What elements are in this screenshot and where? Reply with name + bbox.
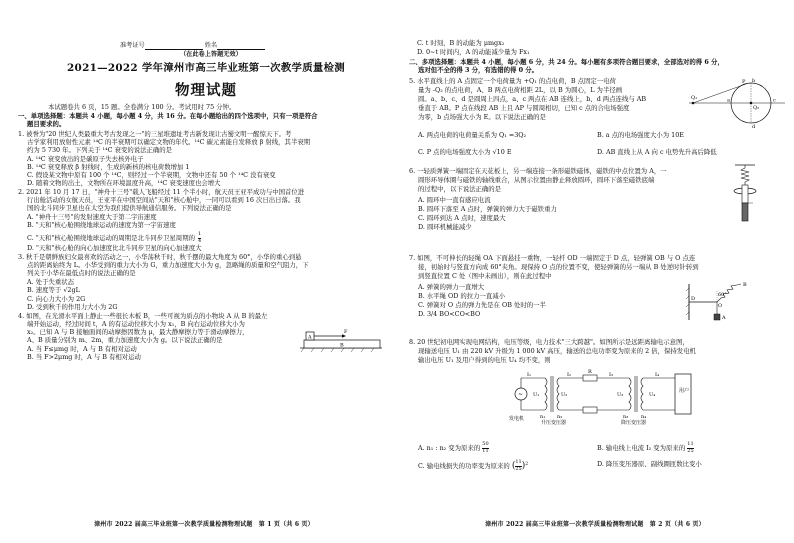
question-5-option-c: C. P 点的电场强度大小为 √10 E	[418, 148, 512, 156]
question-5-stem-5: 为零，b 点场强大小为 E。以下说法正确的是	[418, 113, 546, 121]
svg-text:n₂: n₂	[557, 414, 563, 420]
header-fields	[120, 42, 265, 50]
line-resistor-bottom	[583, 407, 597, 413]
question-3-stem-1: 3. 秋千是朝鲜族妇女最喜欢的活动之一，小华荡秋千时，秋千摆的最大角度为 60°，小华的重心到悬	[18, 253, 302, 261]
question-2-stem-3: 国的北斗同步卫星也在太空为我们提供导航通信服务。下列说法正确的是	[27, 204, 232, 212]
fraction-one-quarter: $\frac{1}{4}$	[198, 231, 202, 244]
exam-notice: 本试题卷共 6 页，15 题。全卷满分 100 分。考试用时 75 分钟。	[48, 103, 236, 111]
label-p: P	[742, 79, 746, 85]
question-7-option-a: A. 弹簧的弹力一直增大	[418, 283, 485, 291]
question-3-option-d: D. 受到秋千的作用力大小为 2G	[27, 303, 118, 311]
question-6-stem-2: 圆形环导体圈与磁铁的轴线重合，从图示位置由静止释放圆环，圆环下落至磁铁底端	[418, 176, 655, 184]
page-2	[397, 0, 794, 543]
question-5-stem-3: 圆。a、b、c、d 是圆周上四点，a、c 两点在 AB 连线上，b、d 两点连线与 AB	[418, 95, 647, 103]
charge-q1	[692, 102, 695, 105]
question-4-option-b: B. 当 F>2μmg 时，A 与 B 有相对运动	[27, 353, 141, 361]
question-3-option-b: B. 速度等于 √2gL	[27, 286, 80, 294]
question-6-option-d: D. 圆环机械能减少	[418, 223, 472, 231]
question-3-stem-3: 列关于小华在最低点时的说法正确的是	[27, 269, 136, 277]
label-d: d	[752, 124, 756, 130]
page-1-footer: 漳州市 2022 届高三毕业班第一次教学质量检测物理试题 第 1 页（共 6 页）	[94, 521, 314, 528]
step-up-secondary-coil	[557, 378, 559, 410]
question-1-option-b: B. ¹⁴C 衰变释放 β 射线时，生成的新核的核电荷数增加 1	[27, 163, 190, 171]
svg-text:n₃: n₃	[623, 414, 629, 420]
question-8-stem-3: 输出电压 U₁ 及用户得到的电压 U₄ 均不变，则	[418, 356, 551, 364]
step-down-secondary-coil	[641, 378, 643, 410]
question-8-option-a: A. n₁ : n₂ 变为原来的 $\frac{50}{11}$	[418, 441, 489, 454]
page-2-footer: 漳州市 2022 届高三毕业班第一次教学质量检测物理试题 第 2 页（共 6 页）	[485, 521, 705, 528]
question-5-figure	[687, 78, 787, 130]
question-2-stem-1: 2. 2021 年 10 月 17 日，"神舟十三号"载人飞船经过 11 个半小时，航天员王亚平成功与中国首位进	[18, 188, 305, 196]
question-1-option-c: C. 假设某文物中原有 100 个 ¹⁴C，则经过一个半衰期，文物中还有 50 个 ¹⁴C 没有衰变	[27, 171, 276, 179]
label-a: A	[722, 315, 726, 321]
wall-hatching	[686, 288, 689, 315]
svg-text:U₂: U₂	[561, 392, 568, 398]
question-6-figure	[727, 163, 763, 241]
svg-text:I₄: I₄	[655, 372, 659, 378]
question-7-stem-2: 接，初始时与竖直方向成 60°夹角。现保持 O 点的位置不变，使轻弹簧的另一端从 B 处逆时针转到	[418, 263, 699, 271]
label-a: a	[727, 97, 730, 104]
question-2-option-c: C. "天和"核心舱围绕地球运动的周期是北斗同步卫星周期的 $\frac{1}{4}$	[27, 231, 202, 244]
question-4-option-d: D. 0~t 时间内，A 的动能减少量为 Fx₁	[417, 48, 530, 56]
step-down-primary-coil	[629, 378, 631, 410]
tangent-line	[693, 84, 746, 103]
section-2-heading: 二、多项选择题：本题共 4 小题，每小题 6 分，共 24 分。每小题有多项符合题目要求，全部选对的得 6 分，	[409, 58, 724, 66]
question-6-option-a: A. 圆环中一直有感应电流	[418, 196, 491, 204]
question-4-option-a: A. 当 F≤μmg 时，A 与 B 有相对运动	[27, 345, 137, 353]
question-4-stem-4: A、B 质量分别为 m、2m，重力加速度大小为 g。以下说法正确的是	[27, 336, 223, 344]
label-c: c	[773, 97, 776, 104]
svg-text:I₁: I₁	[527, 372, 531, 378]
spring	[741, 165, 749, 185]
svg-text:U₁: U₁	[533, 392, 540, 398]
label-step-up-transformer: 升压变压器	[541, 420, 567, 426]
question-8-stem-1: 8. 20 世纪初电网实现电网结构，电压等级，电力技术"三大跨越"。如图所示是远距离输电示意图，	[409, 338, 689, 346]
label-a: A	[308, 334, 312, 341]
section-1-heading-cont: 题目要求的。	[27, 120, 66, 128]
question-6-option-b: B. 圆环下落至 A 点时，弹簧的弹力大于磁铁重力	[418, 205, 557, 213]
charge-q2	[750, 102, 753, 105]
question-1-option-d: D. 随着文物的出土，文物所在环境温度升高，¹⁴C 衰变速度也会增大	[27, 179, 221, 187]
question-7-stem-1: 7. 如图，不可伸长的轻绳 OA 下面悬挂一重物，一轻杆 OD 一端固定于 D 点，轻弹簧 OB 与 O 点连	[409, 254, 696, 262]
question-7-stem-3: 到竖直位置 C 处（图中未画出），则在此过程中	[418, 272, 552, 280]
label-d: D	[691, 296, 696, 302]
label-b: B	[340, 342, 344, 349]
question-3-stem-2: 点的距离始终为 L。小华受到的重力大小为 G，重力加速度大小为 g，忽略绳的质量和空气阻力，下	[27, 261, 309, 269]
name-label: 姓名	[204, 42, 218, 49]
question-1-stem-2: 古学家利用放射性元素 ¹⁴C 的半衰期可以确定文物的年代。¹⁴C 碳元素能自发释放 β 射线，其半衰期	[27, 138, 311, 146]
ground-hatching	[301, 348, 374, 352]
question-8-option-b: B. 输电线上电流 I₂ 变为原来的 $\frac{11}{25}$	[597, 441, 694, 454]
name-blank	[217, 49, 265, 50]
question-7-option-b: B. 水平绳 OD 的拉力一直减小	[418, 292, 506, 300]
question-5-stem-4: 垂直于 AB。P 点在线段 AB 上且 AP 与圆周相切，已知 c 点的合电场强度	[418, 104, 630, 112]
svg-text:n₄: n₄	[641, 414, 647, 420]
question-4-stem-2: 端开始运动，经过时间 t，A 的有运动位移大小为 x₁，B 向右运动位移大小为	[27, 320, 245, 328]
section-2-heading-cont: 选对但不全的得 3 分，有选错的得 0 分。	[418, 66, 539, 74]
label-q1: Q₁	[691, 95, 698, 101]
question-6-stem-3: 的过程中，以下说法正确的是	[418, 185, 502, 193]
question-3-option-c: C. 向心力大小为 2G	[27, 295, 86, 303]
magnet-n	[742, 185, 748, 203]
section-1-heading: 一、单项选择题：本题共 4 小题，每小题 4 分，共 16 分。在每小题给出的四个选项中，只有一项是符合	[18, 112, 318, 120]
svg-text:~: ~	[518, 391, 524, 398]
fraction-c: $\frac{11}{25}$	[515, 459, 522, 472]
weight-a	[714, 314, 720, 320]
question-6-stem-1: 6. 一轻质弹簧一端固定在天花板上，另一端连接一条形磁铁磁体，磁铁的中点位置为 A，一	[409, 167, 667, 175]
svg-text:R: R	[588, 369, 592, 375]
label-b: B	[743, 282, 747, 288]
question-1-option-a: A. ¹⁴C 衰变放出的是碳原子失去核外电子	[27, 155, 144, 163]
step-up-primary-coil	[545, 378, 547, 410]
question-4-stem-3: x₂。已知 A 与 B 接触面间的动摩擦因数为 μ，最大静摩擦力等于滑动摩擦力，	[27, 328, 249, 336]
svg-text:n₁: n₁	[540, 414, 546, 420]
question-1-stem-1: 1. 被誉为"20 世纪人类最重大考古发现之一"的三星堆遗址考古新发现让古蜀文明一醒惊天下。考	[18, 130, 292, 138]
label-step-down-transformer: 降压变压器	[621, 420, 647, 426]
label-generator: 发电机	[509, 416, 525, 422]
label-b: b	[752, 78, 756, 84]
question-5-option-a: A. 两点电荷的电荷量关系为 Q₁ =3Q₂	[418, 131, 527, 139]
ticket-number-label: 准考证号	[120, 42, 145, 49]
subject-title: 物理试题	[175, 82, 237, 99]
label-o: O	[718, 303, 723, 309]
question-5-stem-2: 量为 -Q₂ 的点电荷，A、B 两点电荷相距 2L，以 B 为圆心，L 为半径画	[418, 86, 623, 94]
svg-text:U₃: U₃	[617, 392, 624, 398]
question-2-option-a: A. "神舟十三号"的发射速度大于第二宇宙速度	[27, 213, 157, 221]
question-8-option-d: D. 降压变压器原、副线圈匝数比变小	[597, 460, 702, 468]
fraction-a: $\frac{50}{11}$	[482, 441, 489, 454]
label-f: F	[344, 329, 348, 335]
question-8-option-c: C. 输电线损失的功率变为原来的 ( $\frac{11}{25}$ )$^2$	[418, 459, 529, 472]
question-2-option-b: B. "天和"核心舱围绕地球运动的速度为第一宇宙速度	[27, 221, 176, 229]
question-8-circuit-figure	[509, 368, 699, 424]
answer-warning: （在此卷上答题无效）	[180, 51, 242, 58]
label-angle: 60°	[718, 292, 727, 298]
line-resistor-top	[583, 375, 597, 381]
question-4-stem-1: 4. 如图，在光滑水平面上静止一些很长木板 B，一些可视为质点的小物块 A 从 B 的最左	[18, 312, 268, 320]
question-4-option-c: C. t 时刻，B 的动能为 μmgx₂	[417, 39, 505, 47]
question-5-option-d: D. AB 直线上从 A 向 c 电势先升高后降低	[597, 148, 717, 156]
question-1-stem-3: 约为 5 730 年。下列关于 ¹⁴C 衰变的说法正确的是	[27, 146, 173, 154]
question-5-stem-1: 5. 水平直线上的 A 点固定一个电荷量为 +Q₁ 的点电荷，B 点固定一电荷	[409, 77, 616, 85]
question-7-option-d: D. 3/4 BO<CO<BO	[418, 310, 481, 318]
svg-text:U₄: U₄	[649, 392, 656, 398]
question-4-figure	[298, 318, 384, 354]
svg-text:I₂: I₂	[567, 372, 571, 378]
question-3-option-a: A. 处于失重状态	[27, 278, 75, 286]
ticket-number-blank	[145, 49, 203, 50]
question-2-stem-2: 行出舱活动的女航天员，王亚平在中国空间站"天和"核心舱中，一同可以看到 16 次日出日落。我	[27, 196, 301, 204]
question-5-option-b: B. a 点的电场强度大小为 10E	[597, 131, 684, 139]
exam-title: 2021—2022 学年漳州市高三毕业班第一次教学质量检测	[67, 62, 345, 74]
label-q2: Q₂	[753, 105, 760, 111]
question-8-stem-2: 现输送电压 U₁ 由 220 kV 升级为 1 000 kV 高压，输送的总电功率变为原来的 2 倍，保持发电机	[418, 347, 696, 355]
user-box	[675, 374, 691, 414]
question-6-option-c: C. 圆环到达 A 点时，速度最大	[418, 214, 506, 222]
question-2-option-d: D. "天和"核心舱的向心加速度比北斗同步卫星的向心加速度大	[27, 244, 202, 252]
label-user: 用户	[679, 388, 690, 394]
magnet-s	[742, 203, 748, 221]
question-7-option-c: C. 弹簧对 O 点的弹力先是在 OB 处时的一半	[418, 301, 546, 309]
fraction-b: $\frac{11}{25}$	[687, 441, 694, 454]
question-7-figure	[685, 282, 763, 330]
svg-text:I₃: I₃	[609, 372, 613, 378]
